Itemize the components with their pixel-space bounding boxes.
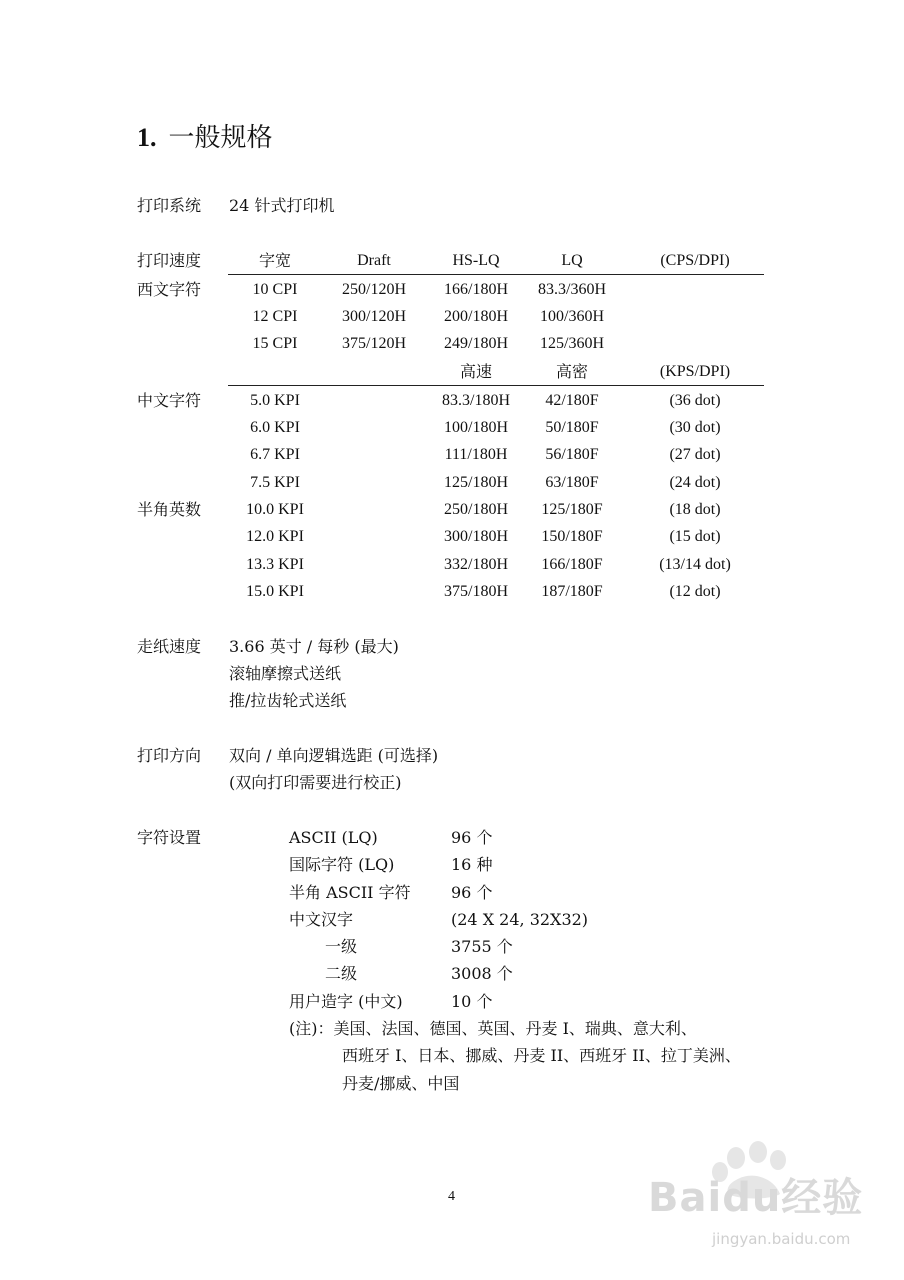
paper-feed-line: 3.66 英寸 / 每秒 (最大) xyxy=(229,637,399,656)
table-cell: 42/180F xyxy=(545,392,599,409)
charset-note-line: 西班牙 I、日本、挪威、丹麦 II、西班牙 II、拉丁美洲、 xyxy=(342,1046,741,1065)
table-cell: (36 dot) xyxy=(669,392,721,409)
table-cell: 83.3/180H xyxy=(442,392,510,409)
table-cell: (24 dot) xyxy=(669,474,721,491)
table-cell: 200/180H xyxy=(444,308,508,325)
table-cell: (30 dot) xyxy=(669,419,721,436)
table-rule-top xyxy=(228,274,764,275)
table-cell: 15.0 KPI xyxy=(246,583,304,600)
table-cell: 150/180F xyxy=(541,528,603,545)
charset-item-value: (24 X 24, 32X32) xyxy=(451,910,589,929)
table-cell: 56/180F xyxy=(545,446,599,463)
table-cell: 250/120H xyxy=(342,281,406,298)
table-subheader-unit: (KPS/DPI) xyxy=(659,363,731,380)
table-cell: 332/180H xyxy=(444,556,508,573)
chinese-chars-label: 中文字符 xyxy=(137,391,202,410)
page-number: 4 xyxy=(448,1189,455,1204)
table-cell: 125/360H xyxy=(540,335,604,352)
print-direction-line: (双向打印需要进行校正) xyxy=(229,773,402,792)
table-subheader-highdensity: 高密 xyxy=(555,362,588,381)
charset-item-value: 3755 个 xyxy=(451,937,513,956)
table-header-unit: (CPS/DPI) xyxy=(660,252,730,269)
table-cell: 10 CPI xyxy=(252,281,298,298)
table-cell: 125/180F xyxy=(541,501,603,518)
table-cell: 111/180H xyxy=(444,446,508,463)
section-title-text: 一般规格 xyxy=(168,123,273,153)
table-header-width: 字宽 xyxy=(258,251,291,270)
charset-item-value: 96 个 xyxy=(451,828,493,847)
table-cell: 100/180H xyxy=(444,419,508,436)
paper-feed-label: 走纸速度 xyxy=(137,637,202,656)
table-cell: 50/180F xyxy=(545,419,599,436)
table-cell: 375/120H xyxy=(342,335,406,352)
section-number: 1. xyxy=(137,123,157,152)
western-chars-label: 西文字符 xyxy=(137,280,202,299)
table-cell: 10.0 KPI xyxy=(246,501,304,518)
charset-item-name: 用户造字 (中文) xyxy=(289,992,403,1011)
table-cell: 12.0 KPI xyxy=(246,528,304,545)
table-cell: (27 dot) xyxy=(669,446,721,463)
table-cell: 250/180H xyxy=(444,501,508,518)
paper-feed-line: 推/拉齿轮式送纸 xyxy=(229,691,347,710)
print-direction-line: 双向 / 单向逻辑选距 (可选择) xyxy=(229,746,439,765)
table-cell: 12 CPI xyxy=(252,308,298,325)
table-cell: 6.0 KPI xyxy=(250,419,300,436)
table-cell: 63/180F xyxy=(545,474,599,491)
table-cell: 5.0 KPI xyxy=(250,392,300,409)
print-system-label: 打印系统 xyxy=(137,196,202,215)
table-cell: (12 dot) xyxy=(669,583,721,600)
watermark-url: jingyan.baidu.com xyxy=(712,1230,851,1248)
table-cell: 300/180H xyxy=(444,528,508,545)
table-cell: 13.3 KPI xyxy=(246,556,304,573)
charset-item-name: 一级 xyxy=(325,937,358,956)
table-cell: 166/180F xyxy=(541,556,603,573)
table-cell: 15 CPI xyxy=(252,335,298,352)
print-direction-label: 打印方向 xyxy=(137,746,202,765)
table-cell: 187/180F xyxy=(541,583,603,600)
table-cell: 375/180H xyxy=(444,583,508,600)
charset-item-value: 3008 个 xyxy=(451,964,513,983)
charset-note-line: (注)：美国、法国、德国、英国、丹麦 I、瑞典、意大利、 xyxy=(289,1019,697,1038)
charset-item-name: 中文汉字 xyxy=(289,910,354,929)
charset-item-value: 10 个 xyxy=(451,992,493,1011)
table-cell: (18 dot) xyxy=(669,501,721,518)
charset-note-line: 丹麦/挪威、中国 xyxy=(342,1074,460,1093)
table-subheader-highspeed: 高速 xyxy=(459,362,492,381)
table-cell: (13/14 dot) xyxy=(659,556,731,573)
print-system-value: 24 针式打印机 xyxy=(229,196,335,215)
table-header-draft: Draft xyxy=(357,252,391,269)
watermark-brand: Baidu经验 xyxy=(648,1175,864,1221)
table-cell: 249/180H xyxy=(444,335,508,352)
table-cell: (15 dot) xyxy=(669,528,721,545)
table-rule-middle xyxy=(228,385,764,386)
table-cell: 83.3/360H xyxy=(538,281,606,298)
table-header-hslq: HS-LQ xyxy=(452,252,500,269)
charset-item-name: 半角 ASCII 字符 xyxy=(289,883,411,902)
table-cell: 7.5 KPI xyxy=(250,474,300,491)
table-cell: 6.7 KPI xyxy=(250,446,300,463)
charset-item-name: 二级 xyxy=(325,964,358,983)
table-cell: 100/360H xyxy=(540,308,604,325)
charset-item-value: 96 个 xyxy=(451,883,493,902)
charset-item-value: 16 种 xyxy=(451,855,493,874)
table-cell: 125/180H xyxy=(444,474,508,491)
table-header-lq: LQ xyxy=(561,252,583,269)
section-title xyxy=(137,125,273,151)
table-cell: 300/120H xyxy=(342,308,406,325)
halfwidth-chars-label: 半角英数 xyxy=(137,500,202,519)
charset-item-name: 国际字符 (LQ) xyxy=(289,855,395,874)
charset-label: 字符设置 xyxy=(137,828,202,847)
paper-feed-line: 滚轴摩擦式送纸 xyxy=(229,664,342,683)
table-cell: 166/180H xyxy=(444,281,508,298)
print-speed-label: 打印速度 xyxy=(137,251,202,270)
charset-item-name: ASCII (LQ) xyxy=(289,828,378,847)
